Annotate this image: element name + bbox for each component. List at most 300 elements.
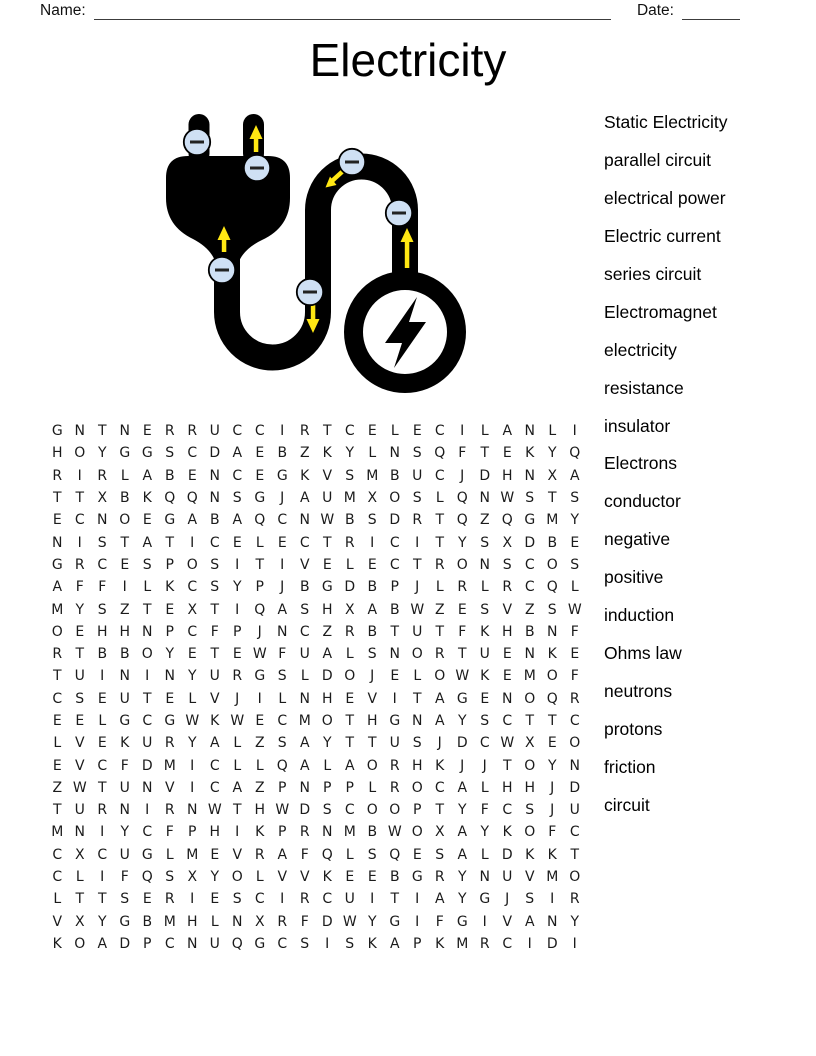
- grid-letter: J: [460, 467, 465, 484]
- grid-letter: O: [389, 802, 401, 819]
- grid-letter: T: [52, 490, 62, 507]
- grid-letter: A: [232, 512, 243, 529]
- grid-letter: C: [209, 779, 220, 796]
- grid-letter: G: [164, 512, 176, 529]
- grid-letter: L: [278, 690, 287, 707]
- grid-letter: P: [188, 824, 197, 841]
- grid-letter: V: [164, 779, 175, 796]
- grid-letter: N: [299, 512, 310, 529]
- grid-letter: V: [502, 601, 513, 618]
- grid-letter: Y: [345, 445, 355, 462]
- grid-letter: B: [389, 467, 400, 484]
- grid-letter: M: [546, 512, 559, 529]
- grid-letter: S: [277, 668, 287, 685]
- grid-letter: E: [367, 556, 377, 573]
- grid-letter: X: [344, 601, 355, 618]
- grid-letter: L: [165, 846, 174, 863]
- grid-letter: E: [187, 467, 197, 484]
- grid-letter: C: [209, 534, 220, 551]
- grid-letter: E: [165, 690, 175, 707]
- electron-icon: [386, 200, 412, 226]
- grid-letter: E: [187, 646, 197, 663]
- grid-letter: R: [164, 891, 175, 908]
- grid-letter: N: [412, 713, 423, 729]
- grid-letter: I: [527, 935, 532, 952]
- grid-letter: N: [187, 802, 198, 819]
- grid-letter: A: [434, 690, 445, 707]
- grid-letter: O: [231, 869, 243, 886]
- word-list: [604, 104, 728, 825]
- grid-letter: J: [550, 802, 555, 819]
- grid-letter: A: [322, 646, 333, 663]
- grid-letter: J: [437, 735, 442, 752]
- grid-letter: S: [412, 735, 422, 752]
- grid-letter: O: [74, 445, 86, 462]
- grid-letter: L: [345, 556, 354, 573]
- grid-letter: C: [142, 824, 153, 841]
- grid-letter: J: [280, 490, 285, 507]
- grid-letter: S: [570, 556, 580, 573]
- grid-letter: R: [52, 646, 63, 663]
- grid-letter: I: [257, 690, 262, 707]
- grid-letter: D: [344, 579, 356, 596]
- grid-letter: A: [187, 512, 198, 529]
- grid-letter: T: [390, 891, 400, 908]
- grid-letter: Y: [210, 869, 220, 886]
- grid-letter: G: [141, 846, 153, 863]
- grid-letter: E: [345, 869, 355, 886]
- grid-letter: Z: [52, 779, 63, 796]
- grid-letter: V: [52, 913, 63, 930]
- grid-letter: L: [480, 579, 489, 596]
- grid-letter: E: [255, 445, 265, 462]
- grid-letter: R: [232, 668, 243, 685]
- grid-letter: E: [277, 534, 287, 551]
- grid-letter: N: [479, 556, 490, 573]
- grid-letter: S: [480, 713, 490, 729]
- grid-letter: S: [322, 802, 332, 819]
- grid-letter: I: [100, 668, 105, 685]
- grid-letter: H: [186, 913, 198, 930]
- grid-letter: K: [142, 490, 152, 507]
- grid-letter: L: [368, 779, 377, 796]
- grid-letter: G: [389, 913, 401, 930]
- grid-letter: E: [322, 556, 332, 573]
- word-list-item: insulator: [604, 415, 671, 436]
- grid-letter: H: [254, 802, 266, 819]
- grid-letter: L: [233, 757, 242, 774]
- grid-letter: T: [435, 623, 445, 640]
- grid-letter: F: [120, 757, 129, 774]
- grid-letter: Y: [457, 713, 467, 729]
- grid-letter: T: [142, 690, 152, 707]
- grid-letter: D: [524, 534, 536, 551]
- grid-letter: S: [480, 534, 490, 551]
- word-list-item: resistance: [604, 377, 684, 398]
- grid-letter: I: [190, 779, 195, 796]
- grid-letter: Y: [457, 869, 467, 886]
- grid-letter: H: [366, 713, 378, 729]
- grid-letter: R: [97, 802, 108, 819]
- grid-letter: R: [164, 735, 175, 752]
- grid-letter: O: [456, 556, 468, 573]
- grid-letter: Z: [322, 623, 333, 640]
- grid-letter: K: [547, 846, 557, 863]
- name-fill-line: [94, 4, 611, 20]
- grid-letter: I: [572, 423, 577, 440]
- grid-letter: C: [502, 802, 513, 819]
- grid-letter: S: [300, 935, 310, 952]
- grid-letter: U: [74, 802, 85, 819]
- grid-letter: F: [210, 623, 219, 640]
- grid-letter: C: [187, 623, 198, 640]
- grid-letter: L: [98, 713, 107, 729]
- grid-letter: G: [164, 713, 176, 729]
- grid-letter: H: [51, 445, 63, 462]
- grid-letter: A: [457, 824, 468, 841]
- grid-letter: Q: [501, 512, 513, 529]
- grid-letter: H: [119, 623, 131, 640]
- grid-letter: J: [415, 579, 420, 596]
- grid-letter: R: [344, 534, 355, 551]
- grid-letter: T: [75, 490, 85, 507]
- grid-letter: O: [546, 668, 558, 685]
- grid-letter: C: [277, 935, 288, 952]
- grid-letter: B: [277, 445, 288, 462]
- grid-letter: O: [366, 757, 378, 774]
- grid-letter: B: [389, 869, 400, 886]
- grid-letter: S: [75, 690, 85, 707]
- grid-letter: M: [186, 846, 199, 863]
- grid-letter: N: [142, 623, 153, 640]
- grid-letter: O: [119, 512, 131, 529]
- grid-letter: N: [389, 445, 400, 462]
- grid-letter: B: [97, 646, 108, 663]
- grid-letter: C: [389, 534, 400, 551]
- grid-letter: K: [502, 824, 512, 841]
- grid-letter: K: [255, 824, 265, 841]
- word-list-item: conductor: [604, 491, 681, 512]
- grid-letter: C: [344, 423, 355, 440]
- grid-letter: R: [97, 467, 108, 484]
- grid-letter: R: [299, 423, 310, 440]
- grid-letter: C: [97, 846, 108, 863]
- grid-letter: A: [277, 601, 288, 618]
- grid-letter: R: [389, 779, 400, 796]
- grid-letter: I: [415, 534, 420, 551]
- grid-letter: L: [255, 534, 264, 551]
- grid-letter: G: [51, 423, 63, 440]
- grid-letter: O: [524, 757, 536, 774]
- grid-letter: S: [345, 467, 355, 484]
- grid-letter: S: [345, 935, 355, 952]
- grid-letter: K: [120, 735, 130, 752]
- grid-letter: C: [254, 423, 265, 440]
- grid-letter: W: [230, 713, 245, 729]
- grid-letter: Y: [480, 824, 490, 841]
- grid-letter: P: [165, 623, 174, 640]
- grid-letter: N: [209, 490, 220, 507]
- grid-letter: L: [368, 445, 377, 462]
- grid-letter: V: [209, 690, 220, 707]
- grid-letter: X: [547, 467, 558, 484]
- grid-letter: R: [74, 556, 85, 573]
- grid-letter: O: [411, 646, 423, 663]
- grid-letter: I: [280, 891, 285, 908]
- grid-letter: H: [524, 779, 536, 796]
- grid-letter: L: [345, 846, 354, 863]
- grid-letter: A: [457, 846, 468, 863]
- grid-letter: T: [97, 891, 107, 908]
- grid-letter: L: [75, 869, 84, 886]
- grid-letter: E: [570, 646, 580, 663]
- grid-letter: N: [97, 512, 108, 529]
- grid-letter: S: [525, 891, 535, 908]
- grid-letter: O: [434, 668, 446, 685]
- grid-letter: E: [210, 846, 220, 863]
- grid-letter: P: [143, 935, 152, 952]
- grid-letter: V: [277, 869, 288, 886]
- grid-letter: D: [141, 757, 153, 774]
- grid-letter: L: [413, 668, 422, 685]
- grid-letter: C: [389, 556, 400, 573]
- grid-letter: C: [97, 556, 108, 573]
- grid-letter: G: [411, 869, 423, 886]
- grid-letter: X: [97, 490, 108, 507]
- grid-letter: H: [501, 623, 513, 640]
- grid-letter: G: [119, 913, 131, 930]
- grid-letter: I: [145, 668, 150, 685]
- grid-letter: R: [457, 579, 468, 596]
- grid-letter: Q: [389, 846, 401, 863]
- grid-letter: K: [547, 646, 557, 663]
- grid-letter: C: [299, 623, 310, 640]
- grid-letter: L: [435, 579, 444, 596]
- grid-letter: A: [232, 779, 243, 796]
- grid-letter: I: [190, 891, 195, 908]
- grid-letter: C: [524, 556, 535, 573]
- grid-letter: H: [411, 757, 423, 774]
- grid-letter: T: [367, 735, 377, 752]
- grid-letter: U: [119, 690, 130, 707]
- grid-letter: P: [413, 935, 422, 952]
- grid-letter: T: [322, 534, 332, 551]
- word-list-item: Ohms law: [604, 643, 682, 664]
- grid-letter: Y: [165, 646, 175, 663]
- grid-letter: M: [546, 869, 559, 886]
- grid-letter: Y: [457, 891, 467, 908]
- grid-letter: G: [119, 713, 131, 729]
- grid-letter: B: [367, 824, 378, 841]
- word-list-item: friction: [604, 756, 656, 777]
- grid-letter: Q: [434, 445, 446, 462]
- grid-letter: C: [299, 534, 310, 551]
- grid-letter: L: [210, 913, 219, 930]
- grid-letter: Q: [456, 512, 468, 529]
- grid-letter: K: [52, 935, 62, 952]
- grid-letter: N: [164, 668, 175, 685]
- grid-letter: A: [502, 423, 513, 440]
- grid-letter: Q: [254, 601, 266, 618]
- grid-letter: Y: [457, 802, 467, 819]
- grid-letter: J: [482, 757, 487, 774]
- grid-letter: W: [567, 601, 582, 618]
- word-list-item: negative: [604, 529, 671, 550]
- grid-letter: W: [72, 779, 87, 796]
- grid-letter: M: [51, 824, 64, 841]
- grid-letter: Q: [254, 512, 266, 529]
- grid-letter: T: [97, 779, 107, 796]
- grid-letter: S: [97, 534, 107, 551]
- grid-letter: L: [548, 423, 557, 440]
- grid-letter: Y: [457, 534, 467, 551]
- grid-letter: N: [569, 757, 580, 774]
- grid-letter: S: [525, 802, 535, 819]
- grid-letter: V: [367, 690, 378, 707]
- grid-letter: C: [277, 512, 288, 529]
- grid-letter: S: [367, 512, 377, 529]
- grid-letter: T: [52, 802, 62, 819]
- grid-letter: A: [277, 846, 288, 863]
- grid-letter: F: [435, 913, 444, 930]
- grid-letter: X: [434, 824, 445, 841]
- grid-letter: Z: [254, 735, 265, 752]
- grid-letter: T: [322, 423, 332, 440]
- grid-letter: M: [163, 757, 176, 774]
- grid-letter: R: [299, 891, 310, 908]
- grid-letter: N: [74, 423, 85, 440]
- grid-letter: Y: [570, 913, 580, 930]
- grid-letter: I: [415, 913, 420, 930]
- grid-letter: J: [370, 668, 375, 685]
- grid-letter: A: [142, 467, 153, 484]
- grid-letter: A: [299, 735, 310, 752]
- grid-letter: S: [232, 490, 242, 507]
- grid-letter: I: [482, 913, 487, 930]
- grid-letter: Z: [524, 601, 535, 618]
- grid-letter: Y: [187, 735, 197, 752]
- grid-letter: C: [164, 935, 175, 952]
- grid-letter: N: [389, 646, 400, 663]
- grid-letter: Y: [75, 601, 85, 618]
- name-label: Name:: [40, 2, 86, 19]
- grid-letter: X: [502, 534, 513, 551]
- grid-letter: E: [502, 445, 512, 462]
- grid-letter: F: [165, 824, 174, 841]
- grid-letter: F: [120, 869, 129, 886]
- grid-letter: U: [412, 623, 423, 640]
- grid-letter: G: [456, 690, 468, 707]
- grid-letter: P: [165, 556, 174, 573]
- grid-letter: U: [74, 668, 85, 685]
- grid-letter: E: [412, 423, 422, 440]
- grid-letter: I: [370, 891, 375, 908]
- grid-letter: R: [434, 556, 445, 573]
- grid-letter: U: [479, 646, 490, 663]
- grid-letter: E: [142, 891, 152, 908]
- grid-letter: Z: [254, 779, 265, 796]
- grid-letter: I: [415, 891, 420, 908]
- grid-letter: Y: [547, 757, 557, 774]
- grid-letter: A: [569, 467, 580, 484]
- grid-letter: E: [52, 757, 62, 774]
- grid-letter: G: [389, 713, 401, 729]
- grid-letter: K: [525, 445, 535, 462]
- electron-icon: [209, 257, 235, 283]
- grid-letter: C: [97, 757, 108, 774]
- word-list-item: Electromagnet: [604, 301, 717, 322]
- grid-letter: O: [51, 623, 63, 640]
- grid-letter: A: [344, 757, 355, 774]
- grid-letter: W: [275, 802, 290, 819]
- grid-letter: E: [255, 713, 265, 729]
- grid-letter: O: [389, 490, 401, 507]
- grid-letter: E: [75, 623, 85, 640]
- grid-letter: C: [344, 802, 355, 819]
- grid-letter: L: [143, 579, 152, 596]
- grid-letter: S: [525, 490, 535, 507]
- grid-letter: K: [525, 846, 535, 863]
- grid-letter: R: [479, 935, 490, 952]
- grid-letter: B: [389, 601, 400, 618]
- grid-letter: N: [142, 779, 153, 796]
- grid-letter: R: [344, 623, 355, 640]
- word-list-item: neutrons: [604, 681, 673, 702]
- letter-grid: [46, 420, 586, 955]
- grid-letter: B: [119, 490, 130, 507]
- grid-letter: J: [460, 757, 465, 774]
- grid-letter: U: [344, 891, 355, 908]
- grid-letter: G: [479, 891, 491, 908]
- grid-letter: F: [98, 579, 107, 596]
- grid-letter: L: [323, 757, 332, 774]
- date-label: Date:: [636, 2, 674, 19]
- grid-letter: P: [255, 579, 264, 596]
- grid-letter: N: [74, 824, 85, 841]
- grid-letter: I: [100, 869, 105, 886]
- grid-letter: N: [479, 490, 490, 507]
- grid-letter: J: [257, 623, 262, 640]
- grid-letter: R: [254, 846, 265, 863]
- grid-letter: L: [233, 735, 242, 752]
- grid-letter: P: [345, 779, 354, 796]
- grid-letter: U: [569, 802, 580, 819]
- grid-letter: G: [254, 668, 266, 685]
- grid-letter: O: [524, 690, 536, 707]
- grid-letter: T: [502, 757, 512, 774]
- grid-letter: F: [300, 846, 309, 863]
- grid-letter: C: [569, 713, 580, 729]
- grid-letter: A: [434, 891, 445, 908]
- grid-letter: V: [299, 556, 310, 573]
- grid-letter: T: [547, 713, 557, 729]
- grid-letter: T: [210, 646, 220, 663]
- grid-letter: F: [300, 913, 309, 930]
- grid-letter: X: [254, 913, 265, 930]
- grid-letter: N: [479, 869, 490, 886]
- grid-letter: A: [299, 490, 310, 507]
- grid-letter: S: [120, 891, 130, 908]
- grid-letter: U: [389, 735, 400, 752]
- word-list-item: Static Electricity: [604, 112, 728, 132]
- date-fill-line: [682, 4, 740, 20]
- grid-letter: S: [367, 846, 377, 863]
- grid-letter: N: [322, 824, 333, 841]
- grid-letter: W: [410, 601, 425, 618]
- grid-letter: O: [524, 824, 536, 841]
- grid-letter: U: [322, 490, 333, 507]
- grid-letter: B: [524, 623, 535, 640]
